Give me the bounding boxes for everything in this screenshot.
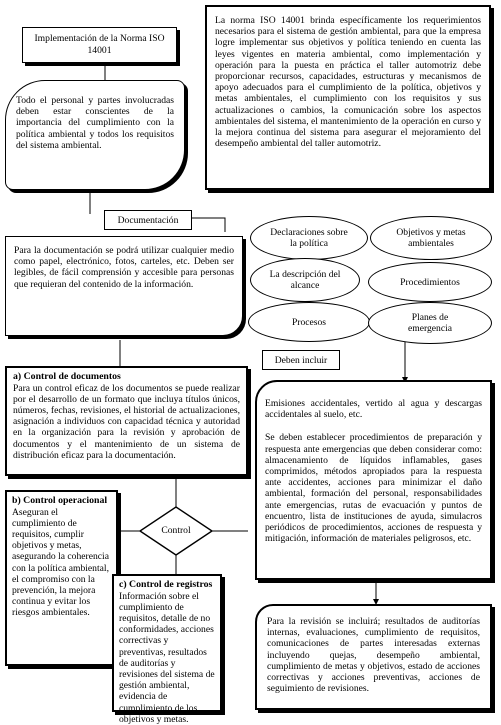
header-box — [22, 27, 177, 63]
ellipse-procedures — [368, 262, 492, 302]
ellipse-scope-label: La descripción del alcance — [269, 269, 341, 291]
document-control-text: Para un control eficaz de los documentos se puede realizar por el desarrollo de un formato que incluya títulos únicos, números, fechas, revisiones, el historial de actualizaciones, asignación a individuos con capacidad técnica y autoridad en la organización para la revisión y aprobación de documentos y el mantenimiento de un sistema de distribución eficaz para la documentación. — [13, 382, 240, 461]
ellipse-emergency-plans-label: Planes de emergencia — [407, 312, 453, 334]
header-title: Implementación de la Norma ISO 14001 — [34, 33, 165, 56]
records-control-text: Información sobre el cumplimiento de requisitos, detalle de no conformidades, acciones correctivas y preventivas, resultados de auditorías y revisiones del sistema de gestión ambiental, evidencia de cumplimiento de los objetivos y metas. — [119, 590, 215, 725]
must-include-label-box — [262, 350, 340, 370]
control-label: Control — [161, 525, 191, 536]
review-box — [255, 604, 492, 710]
documentation-box — [5, 236, 243, 336]
records-control-title: c) Control de registros — [119, 579, 213, 590]
iso-description-box — [205, 5, 491, 190]
must-include-label: Deben incluir — [274, 355, 328, 366]
operational-control-box — [5, 490, 118, 666]
iso-description-text: La norma ISO 14001 brinda específicamente los requerimientos necesarios para el sistema de gestión ambiental, para que la empresa logre implementar sus objetivos y política teniendo en cuenta las leyes vigentes en materia ambiental, como implementación y operación para la puesta en práctica el taller automotriz debe proporcionar recursos, capacidades, estructuras y mecanismos de apoyo adecuados para el cumplimiento de la política, objetivos y metas ambientales, el cumplimiento con los requisitos y sus actualizaciones o cambios, la comunicación sobre los aspectos ambientales del sistema, el mantenimiento de la operación en curso y la mejora continua del sistema para asegurar el mejoramiento del desempeño ambiental del taller automotriz. — [215, 15, 481, 150]
ellipse-processes — [248, 302, 370, 342]
review-text: Para la revisión se incluirá; resultados de auditorías internas, evaluaciones, cumplimiento de requisitos, comunicaciones de partes interesadas externas incluyendo quejas, desempeño ambiental, cumplimiento de metas y objetivos, estado de acciones correctivas y acciones preventivas, acciones de seguimiento de revisiones. — [267, 616, 480, 695]
document-control-box — [5, 366, 248, 476]
documentation-label-box — [104, 210, 192, 230]
ellipse-procedures-label: Procedimientos — [400, 276, 460, 288]
emergencies-paragraph-1: Emisiones accidentales, vertido al agua y descargas accidentales al suelo, etc. — [265, 398, 482, 421]
ellipse-scope — [250, 258, 360, 302]
ellipse-objectives — [370, 216, 492, 260]
operational-control-text: Aseguran el cumplimiento de requisitos, cumplir objetivos y metas, asegurando la coherencia con la política ambiental, el compromiso con la prevención, la mejora continua y evitar los riesgos ambientales. — [12, 506, 109, 619]
ellipse-policy-label: Declaraciones sobre la política — [270, 227, 348, 249]
documentation-label: Documentación — [117, 215, 179, 226]
records-control-box — [112, 574, 222, 725]
personnel-text: Todo el personal y partes involucradas deben estar conscientes de la importancia del cumplimiento con la política ambiental y todos los requisitos del sistema ambiental. — [16, 95, 174, 151]
ellipse-processes-label: Procesos — [291, 316, 327, 328]
emergencies-paragraph-2: Se deben establecer procedimientos de preparación y respuesta ante emergencias que deben considerar como: almacenamiento de líquidos inflamables, gases comprimidos, métodos apropiados para la respuesta ante accidentes, acciones para minimizar el daño ambiental, formación del personal, responsabilidades ante emergencias, rutas de evacuación y puntos de encuentro, lista de instituciones de ayuda, simulacros periódicos de procedimientos, acciones de respuesta y mitigación, información de materiales peligrosos, etc. — [265, 432, 482, 545]
ellipse-policy — [250, 216, 368, 260]
ellipse-emergency-plans — [368, 302, 492, 344]
emergencies-box — [255, 380, 492, 580]
documentation-text: Para la documentación se podrá utilizar cualquier medio como papel, electrónico, fotos, carteles, etc. Deben ser legibles, de fácil comprensión y accesible para personas que requieran del contenido de la información. — [14, 245, 234, 290]
ellipse-objectives-label: Objetivos y metas ambientales — [396, 227, 466, 249]
operational-control-title: b) Control operacional — [12, 495, 108, 506]
document-control-title: a) Control de documentos — [13, 371, 121, 382]
personnel-box — [5, 80, 185, 190]
